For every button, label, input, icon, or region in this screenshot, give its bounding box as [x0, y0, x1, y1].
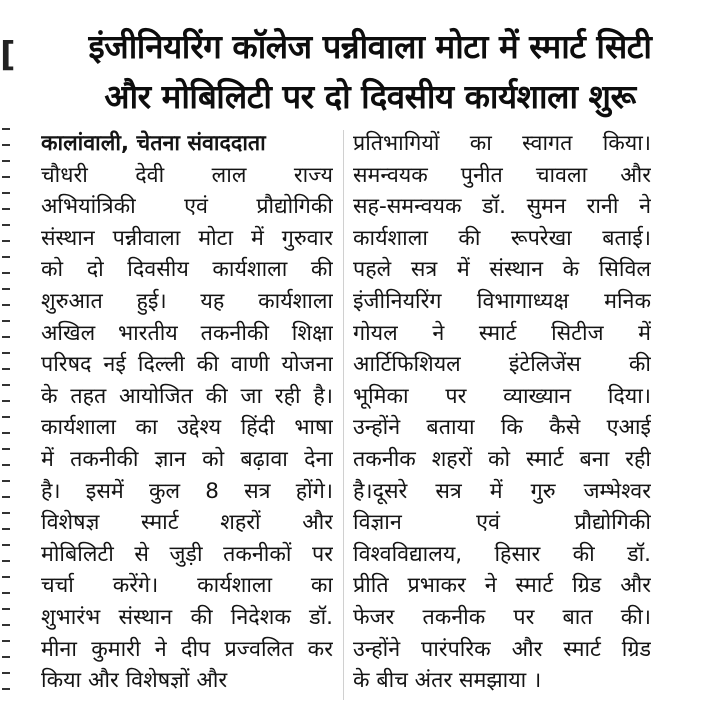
- edge-dash-mark: [2, 192, 10, 194]
- article-text-line: कार्यशाला का उद्देश्य हिंदी भाषा: [41, 415, 333, 441]
- edge-dash-mark: [2, 208, 10, 210]
- edge-dash-mark: [2, 640, 10, 642]
- edge-dash-mark: [2, 368, 10, 370]
- page-edge: [0, 0, 18, 717]
- article-text-line: पहले सत्र में संस्थान के सिविल: [353, 257, 651, 283]
- edge-bracket-mark: [: [0, 35, 16, 75]
- article-text-line: सह-समन्वयक डॉ. सुमन रानी ने: [353, 194, 651, 220]
- article-text-line: मोबिलिटी से जुड़ी तकनीकों पर: [41, 541, 333, 567]
- headline: [30, 22, 710, 122]
- edge-dash-mark: [2, 352, 10, 354]
- edge-dash-mark: [2, 160, 10, 162]
- edge-dash-mark: [2, 672, 10, 674]
- article-left-column: [41, 128, 333, 697]
- article-text-line: के तहत आयोजित की जा रही है।: [41, 383, 333, 409]
- edge-dash-mark: [2, 464, 10, 466]
- edge-dash-mark: [2, 304, 10, 306]
- edge-dash-mark: [2, 176, 10, 178]
- article-text-line: शुभारंभ संस्थान की निदेशक डॉ.: [41, 604, 333, 630]
- edge-dash-mark: [2, 224, 10, 226]
- article-text-line: परिषद नई दिल्ली की वाणी योजना: [41, 352, 333, 378]
- article-text-line: को दो दिवसीय कार्यशाला की: [41, 257, 333, 283]
- article-text-line: चौधरी देवी लाल राज्य: [41, 162, 333, 188]
- article-right-column: [353, 128, 651, 697]
- byline: कालांवाली, चेतना संवाददाता: [41, 131, 266, 156]
- article-text-line: शुरुआत हुई। यह कार्यशाला: [41, 288, 333, 314]
- article-text-line: किया और विशेषज्ञों और: [41, 668, 228, 694]
- edge-dash-mark: [2, 240, 10, 242]
- article-text-line: है। इसमें कुल 8 सत्र होंगे।: [41, 478, 333, 504]
- article-text-line: फेजर तकनीक पर बात की।: [353, 604, 651, 630]
- article-text-line: उन्होंने पारंपरिक और स्मार्ट ग्रिड: [353, 636, 651, 662]
- edge-dash-mark: [2, 144, 10, 146]
- edge-dash-mark: [2, 480, 10, 482]
- edge-dash-mark: [2, 512, 10, 514]
- edge-dash-mark: [2, 288, 10, 290]
- article-text-line: इंजीनियरिंग विभागाध्यक्ष मनिक: [353, 288, 651, 314]
- headline-line-2: और मोबिलिटी पर दो दिवसीय कार्यशाला शुरू: [104, 77, 636, 116]
- edge-dash-mark: [2, 560, 10, 562]
- edge-dash-mark: [2, 496, 10, 498]
- article-text-line: समन्वयक पुनीत चावला और: [353, 162, 651, 188]
- article-text-line: कार्यशाला की रूपरेखा बताई।: [353, 225, 651, 251]
- article-text-line: प्रतिभागियों का स्वागत किया।: [353, 131, 651, 156]
- edge-dash-mark: [2, 400, 10, 402]
- edge-dash-mark: [2, 432, 10, 434]
- article-text-line: तकनीक शहरों को स्मार्ट बना रही: [353, 446, 651, 472]
- edge-dash-mark: [2, 544, 10, 546]
- edge-dash-mark: [2, 416, 10, 418]
- edge-dash-mark: [2, 592, 10, 594]
- column-divider: [343, 130, 344, 700]
- edge-dash-mark: [2, 256, 10, 258]
- edge-dash-mark: [2, 688, 10, 690]
- edge-dash-mark: [2, 576, 10, 578]
- edge-dash-mark: [2, 448, 10, 450]
- article-text-line: गोयल ने स्मार्ट सिटीज में: [353, 320, 651, 346]
- article-text-line: उन्होंने बताया कि कैसे एआई: [353, 415, 651, 441]
- article-text-line: अखिल भारतीय तकनीकी शिक्षा: [41, 320, 333, 346]
- article-text-line: आर्टिफिशियल इंटेलिजेंस की: [353, 352, 651, 378]
- article-text-line: विशेषज्ञ स्मार्ट शहरों और: [41, 510, 333, 536]
- article-text-line: प्रीति प्रभाकर ने स्मार्ट ग्रिड और: [353, 573, 651, 599]
- edge-dash-mark: [2, 320, 10, 322]
- article-text-line: संस्थान पन्नीवाला मोटा में गुरुवार: [41, 225, 333, 251]
- article-text-line: अभियांत्रिकी एवं प्रौद्योगिकी: [41, 194, 333, 220]
- edge-dash-mark: [2, 624, 10, 626]
- edge-dash-mark: [2, 528, 10, 530]
- edge-dash-mark: [2, 128, 10, 130]
- edge-dash-mark: [2, 272, 10, 274]
- headline-line-1: इंजीनियरिंग कॉलेज पन्नीवाला मोटा में स्मार्ट सिटी: [88, 27, 652, 66]
- article-text-line: है।दूसरे सत्र में गुरु जम्भेश्वर: [353, 478, 651, 504]
- article-text-line: के बीच अंतर समझाया ।: [353, 668, 542, 694]
- article-text-line: विश्वविद्यालय, हिसार की डॉ.: [353, 541, 651, 567]
- edge-dash-mark: [2, 384, 10, 386]
- article-text-line: में तकनीकी ज्ञान को बढ़ावा देना: [41, 446, 333, 472]
- edge-dash-mark: [2, 336, 10, 338]
- edge-dash-mark: [2, 656, 10, 658]
- article-text-line: मीना कुमारी ने दीप प्रज्वलित कर: [41, 636, 333, 662]
- article-text-line: भूमिका पर व्याख्यान दिया।: [353, 383, 651, 409]
- article-text-line: चर्चा करेंगे। कार्यशाला का: [41, 573, 333, 599]
- article-text-line: विज्ञान एवं प्रौद्योगिकी: [353, 510, 651, 536]
- edge-dash-mark: [2, 608, 10, 610]
